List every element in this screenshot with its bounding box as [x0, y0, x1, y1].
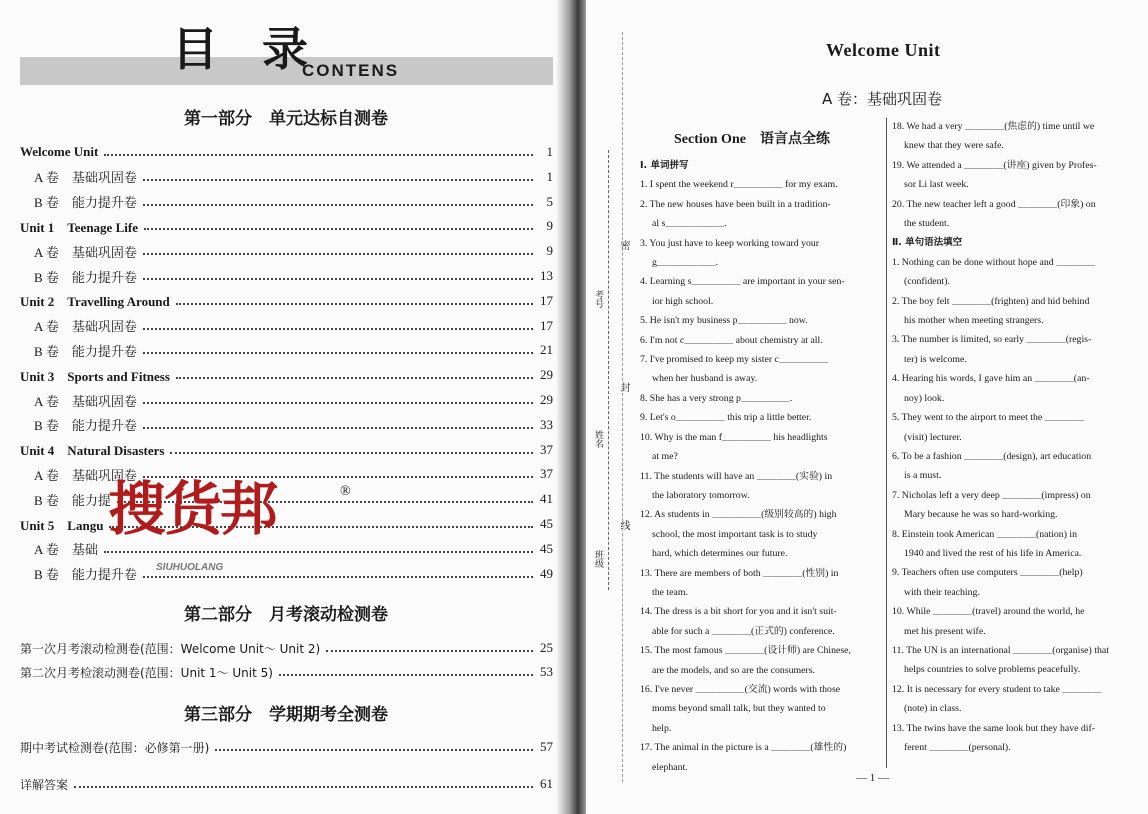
- exercise-text: 4. Learning s＿＿＿＿＿ are important in your sen-: [640, 276, 845, 288]
- exercise-text-cont: ferent ＿＿＿＿(personal).: [904, 742, 1011, 753]
- exercise-item: [640, 331, 884, 350]
- exercise-text: 10. While ＿＿＿＿(travel) around the world, he: [892, 606, 1085, 618]
- toc-entry-page: 61: [540, 776, 553, 791]
- exercise-text: 8. She has a very strong p＿＿＿＿＿.: [640, 392, 793, 404]
- toc-entry-page: 57: [540, 739, 553, 754]
- exercise-item: [892, 369, 1137, 408]
- toc-entry[interactable]: [34, 191, 553, 213]
- exercise-section-title: Ⅱ. 单句语法填空: [892, 237, 963, 249]
- exercise-text-cont: (confident).: [904, 276, 950, 288]
- toc-entry-page: 1: [546, 168, 553, 184]
- exercise-item: [640, 408, 884, 427]
- dot-leader: [279, 674, 533, 676]
- exercise-text-cont: sor Li last week.: [904, 179, 969, 191]
- exercise-text-cont: are the models, and so are the consumers.: [652, 664, 815, 676]
- toc-entry-label: Unit 3 Sports and Fitness: [20, 368, 170, 384]
- toc-entry[interactable]: [34, 265, 553, 287]
- toc-entry-label: A 卷 基础巩固卷: [34, 467, 137, 483]
- exercise-text: 1. I spent the weekend r＿＿＿＿＿ for my exam.: [640, 179, 838, 191]
- exercise-text-cont: 1940 and lived the rest of his life in America.: [904, 547, 1082, 559]
- dot-leader: [104, 154, 533, 156]
- exercise-item: [640, 602, 884, 641]
- seal-label-class: 班级: [593, 550, 603, 568]
- exercise-item: [892, 641, 1137, 680]
- registered-mark: ®: [340, 484, 351, 499]
- toc-entry[interactable]: [34, 166, 553, 188]
- toc-entry-label: A 卷 基础巩固卷: [34, 319, 137, 335]
- seal-label-name: 姓名: [593, 430, 603, 448]
- exercise-column-right: [892, 117, 1137, 757]
- toc-entry-page: 5: [546, 193, 553, 209]
- exercise-text-cont: with their teaching.: [904, 586, 980, 598]
- exercise-item: [640, 641, 884, 680]
- exercise-text: 11. The UN is an international ＿＿＿＿(organise) that: [892, 644, 1109, 656]
- toc-entry-label: Unit 1 Teenage Life: [20, 219, 138, 235]
- section-name: Section One: [674, 132, 746, 147]
- toc-entry-label: A 卷 基础巩固卷: [34, 393, 137, 409]
- exercise-text-cont: school, the most important task is to study: [652, 528, 818, 540]
- dot-leader: [74, 786, 533, 788]
- toc-entry-page: 37: [540, 466, 553, 482]
- exercise-text: 12. It is necessary for every student to take ＿＿＿＿: [892, 683, 1102, 695]
- toc-entry-page: 45: [540, 516, 553, 531]
- exercise-text-cont: Mary because he was so hard-working.: [904, 509, 1058, 521]
- exercise-item: [892, 719, 1137, 758]
- exercise-item: [892, 447, 1137, 486]
- exercise-text-cont: met his present wife.: [904, 625, 986, 637]
- seal-word-mi: 密: [618, 240, 629, 250]
- exercise-text-cont: the team.: [652, 586, 688, 598]
- exercise-text-cont: ter) is welcome.: [904, 353, 967, 365]
- dot-leader: [176, 303, 533, 305]
- exercise-item: [640, 272, 884, 311]
- exercise-text: 18. We had a very ＿＿＿＿(焦虑的) time until we: [892, 121, 1095, 132]
- exercise-text: 1. Nothing can be done without hope and ＿＿＿＿: [892, 256, 1096, 268]
- exercise-text: 14. The dress is a bit short for you and it isn't suit-: [640, 606, 837, 618]
- exercise-text: 7. Nicholas left a very deep ＿＿＿＿(impress) on: [892, 489, 1091, 501]
- exercise-text-cont: the laboratory tomorrow.: [652, 489, 750, 501]
- toc-entry[interactable]: [34, 339, 553, 361]
- exercise-item: [892, 525, 1137, 564]
- exercise-continuation: help.: [652, 722, 672, 734]
- dot-leader: [143, 179, 533, 181]
- toc-entry-label: 第二次月考检滚动测卷(范围：Unit 1～ Unit 5): [20, 665, 273, 680]
- exercise-text: 19. We attended a ＿＿＿＿(讲座) given by Profes-: [892, 159, 1097, 171]
- toc-entry-label: B 卷 能力提升卷: [34, 418, 137, 434]
- toc-entry-page: 33: [540, 416, 553, 432]
- exercise-item: [640, 389, 884, 408]
- toc-entry-label: B 卷 能力提升卷: [34, 567, 137, 583]
- toc-entry-label: 详解答案: [20, 777, 69, 792]
- exercise-text: 2. The boy felt ＿＿＿＿(frighten) and hid behind: [892, 295, 1090, 307]
- exercise-text-cont: (note) in class.: [904, 703, 962, 715]
- paper-subtitle: A 卷：基础巩固卷: [822, 90, 943, 108]
- toc-entry-label: A 卷 基础: [34, 542, 98, 558]
- watermark-subtext: SIUHUOLANG: [156, 562, 224, 573]
- exercise-text: 20. The new teacher left a good ＿＿＿＿(印象) on: [892, 198, 1096, 210]
- exercise-item: [640, 467, 884, 506]
- exercise-item: [640, 195, 884, 234]
- toc-entry-label: B 卷 能力提升卷: [34, 269, 137, 285]
- toc-entry-page: 25: [540, 640, 553, 655]
- toc-page: [0, 0, 572, 814]
- exercise-item: [892, 408, 1137, 447]
- exercise-text: 4. Hearing his words, I gave him an ＿＿＿＿(an-: [892, 373, 1090, 385]
- exercise-text-cont: his mother when meeting strangers.: [904, 315, 1044, 327]
- toc-entry-page: 45: [540, 540, 553, 556]
- exercise-item: [892, 117, 1137, 156]
- toc-entry-page: 13: [540, 268, 553, 283]
- toc-entry-page: 29: [540, 367, 553, 383]
- dot-leader: [143, 204, 533, 206]
- exercise-text-cont: elephant.: [652, 761, 688, 773]
- exercise-text: 16. I've never ＿＿＿＿＿(交流) words with those: [640, 683, 841, 695]
- exercise-item: [892, 156, 1137, 195]
- exercise-text: 11. The students will have an ＿＿＿＿(实验) in: [640, 470, 833, 482]
- exercise-text-cont: g＿＿＿＿＿＿.: [652, 257, 719, 269]
- exercise-text: 3. You just have to keep working toward your: [640, 237, 820, 249]
- toc-entry[interactable]: [20, 215, 553, 237]
- toc-entry[interactable]: [20, 364, 553, 386]
- exercise-text: 13. The twins have the same look but they have dif-: [892, 722, 1096, 734]
- column-divider: [886, 118, 887, 768]
- toc-entry-label: Unit 2 Travelling Around: [20, 294, 170, 310]
- exercise-text-cont: moms beyond small talk, but they wanted to: [652, 703, 826, 715]
- exercise-item: [892, 330, 1137, 369]
- exercise-item: [892, 195, 1137, 234]
- toc-entry-label: 第一次月考滚动检测卷(范围：Welcome Unit～ Unit 2): [20, 641, 321, 656]
- toc-entry-page: 29: [540, 392, 553, 407]
- toc-entry[interactable]: [34, 389, 553, 411]
- exercise-item: [892, 486, 1137, 525]
- exercise-text: 13. There are members of both ＿＿＿＿(性别) in: [640, 567, 839, 579]
- toc-entry-label: B 卷 能力提升卷: [34, 343, 137, 359]
- toc-title-en: CONTENS: [302, 61, 400, 80]
- toc-entry[interactable]: [20, 290, 553, 312]
- toc-title-cn: 目 录: [172, 22, 323, 76]
- seal-column: [586, 150, 632, 620]
- exercise-item: [640, 428, 884, 467]
- dot-leader: [215, 749, 533, 751]
- exercise-text: 5. They went to the airport to meet the ＿＿＿＿: [892, 412, 1084, 424]
- page-number: — 1 —: [856, 772, 889, 784]
- exercise-item: [892, 602, 1137, 641]
- exercise-item: [892, 563, 1137, 602]
- toc-entry-label: A 卷 基础巩固卷: [34, 170, 137, 186]
- exercise-item: [640, 175, 884, 194]
- exercise-text: 7. I've promised to keep my sister c＿＿＿＿＿: [640, 354, 828, 366]
- dot-leader: [143, 253, 533, 255]
- exercise-text: 8. Einstein took American ＿＿＿＿(nation) in: [892, 528, 1078, 540]
- exercise-item: [640, 738, 884, 777]
- toc-entry-label: B 卷 能力提升卷: [34, 195, 137, 211]
- exercise-text-cont: is a must.: [904, 470, 942, 482]
- exercise-text-cont: ior high school.: [652, 295, 714, 307]
- toc-entry-label: B 卷 能力提: [34, 492, 111, 508]
- toc-entry[interactable]: [34, 414, 553, 436]
- dot-leader: [143, 427, 533, 429]
- section-heading: [674, 128, 830, 148]
- toc-entry[interactable]: [20, 141, 553, 163]
- toc-entry-page: 21: [540, 342, 553, 358]
- exercise-text: 6. I'm not c＿＿＿＿＿ about chemistry at all.: [640, 334, 823, 346]
- toc-entry-label: 期中考试检测卷(范围：必修第一册): [20, 740, 210, 755]
- toc-entry-page: 9: [546, 243, 553, 259]
- toc-entry[interactable]: [20, 661, 553, 683]
- part1-heading: 第一部分 单元达标自测卷: [184, 109, 388, 129]
- seal-label-exam-no: 考号: [593, 290, 603, 308]
- exercise-item: [640, 234, 884, 273]
- exercise-continuation: hard, which determines our future.: [652, 548, 788, 560]
- exercise-item: [640, 680, 884, 719]
- toc-entry-page: 9: [546, 218, 553, 234]
- exercise-text-cont: al s＿＿＿＿＿＿.: [652, 218, 727, 230]
- seal-word-feng: 封: [618, 382, 629, 392]
- exercise-text-cont: noy) look.: [904, 392, 945, 404]
- unit-title: Welcome Unit: [826, 40, 941, 60]
- seal-word-xian: 线: [618, 520, 629, 530]
- watermark-logo: [108, 475, 368, 580]
- toc-entry-page: 37: [540, 441, 553, 457]
- exercise-section-title: Ⅰ. 单词拼写: [640, 160, 689, 171]
- exercise-text-cont: helps countries to solve problems peacefully.: [904, 664, 1081, 676]
- toc-entry-page: 17: [540, 317, 553, 333]
- toc-entry-page: 49: [540, 565, 553, 581]
- exercise-page: [586, 0, 1148, 814]
- exercise-item: [640, 505, 884, 544]
- watermark-text: 搜货邦: [108, 475, 277, 543]
- toc-entry-label: Welcome Unit: [20, 144, 99, 159]
- dot-leader: [143, 402, 533, 404]
- exercise-text-cont: when her husband is away.: [652, 373, 758, 385]
- exercise-text: 15. The most famous ＿＿＿＿(设计师) are Chinese,: [640, 645, 851, 657]
- toc-entry[interactable]: [34, 240, 553, 262]
- toc-entry-label: A 卷 基础巩固卷: [34, 244, 137, 260]
- dot-leader: [143, 278, 533, 280]
- exercise-text: 10. Why is the man f＿＿＿＿＿ his headlights: [640, 431, 828, 443]
- exercise-item: [892, 292, 1137, 331]
- toc-entry-page: 53: [540, 664, 553, 679]
- toc-entry[interactable]: [20, 736, 553, 758]
- exercise-item: [892, 253, 1137, 292]
- dot-leader: [170, 452, 533, 454]
- exercise-text: 3. The number is limited, so early ＿＿＿＿(regis-: [892, 334, 1092, 346]
- part2-heading: 第二部分 月考滚动检测卷: [184, 605, 388, 625]
- exercise-text-cont: at me?: [652, 451, 678, 463]
- exercise-item: [640, 350, 884, 389]
- exercise-text-cont: (visit) lecturer.: [904, 431, 962, 443]
- toc-entry-page: 17: [540, 292, 553, 308]
- toc-entry-page: 1: [546, 144, 553, 159]
- toc-entry[interactable]: [20, 439, 553, 461]
- dot-leader: [144, 228, 533, 230]
- exercise-item: [640, 311, 884, 330]
- exercise-text: 9. Teachers often use computers ＿＿＿＿(help): [892, 567, 1083, 579]
- exercise-text: 9. Let's o＿＿＿＿＿ this trip a little better.: [640, 412, 812, 424]
- exercise-text-cont: the student.: [904, 218, 950, 230]
- section-name-cn: 语言点全练: [759, 131, 830, 147]
- toc-entry-label: Unit 5 Langu: [20, 517, 104, 533]
- exercise-text: 5. He isn't my business p＿＿＿＿＿ now.: [640, 315, 808, 327]
- exercise-column-left: [640, 156, 884, 777]
- dot-leader: [176, 377, 533, 379]
- exercise-text-cont: knew that they were safe.: [904, 140, 1004, 152]
- dot-leader: [326, 650, 533, 652]
- exercise-text: 17. The animal in the picture is a ＿＿＿＿(雄性的): [640, 742, 847, 754]
- exercise-item: [892, 680, 1137, 719]
- dot-leader: [143, 328, 533, 330]
- dot-leader: [143, 352, 533, 354]
- exercise-item: [640, 564, 884, 603]
- exercise-text: 2. The new houses have been built in a tradition-: [640, 198, 831, 210]
- exercise-text: 6. To be a fashion ＿＿＿＿(design), art education: [892, 450, 1092, 462]
- toc-entry-page: 41: [540, 491, 553, 507]
- toc-entry-label: Unit 4 Natural Disasters: [20, 443, 165, 459]
- toc-entry[interactable]: [20, 773, 553, 795]
- toc-entry[interactable]: [20, 637, 553, 659]
- exercise-text: 12. As students in ＿＿＿＿＿(级别较高的) high: [640, 509, 837, 521]
- exercise-text-cont: able for such a ＿＿＿＿(正式的) conference.: [652, 625, 835, 637]
- part3-heading: 第三部分 学期期考全测卷: [184, 705, 388, 725]
- toc-entry[interactable]: [34, 315, 553, 337]
